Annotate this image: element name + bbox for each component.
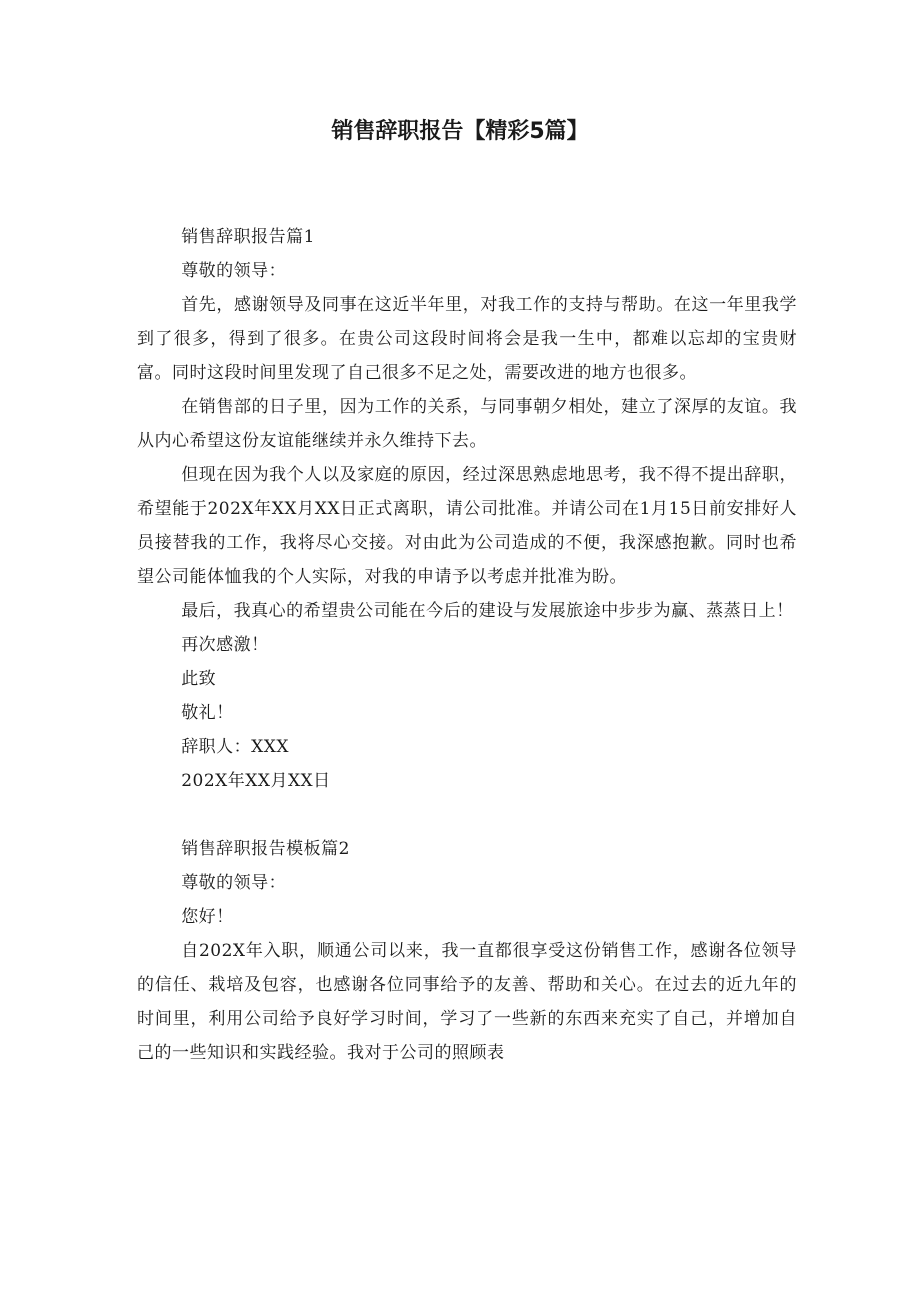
section1-thanks: 再次感激！: [181, 635, 269, 655]
section1-closing-2: 敬礼！: [181, 703, 234, 723]
section1-signer: 辞职人：XXX: [181, 737, 289, 757]
section1-paragraph-3: 但现在因为我个人以及家庭的原因，经过深思熟虑地思考，我不得不提出辞职，希望能于202X年XX月XX日正式离职，请公司批准。并请公司在1月15日前安排好人员接替我的工作，我将尽心交接。对由此为公司造成的不便，我深感抱歉。同时也希望公司能体恤我的个人实际，对我的申请予以考虑并批准为盼。: [137, 465, 797, 587]
section1-paragraph-4: 最后，我真心的希望贵公司能在今后的建设与发展旅途中步步为赢、蒸蒸日上！: [181, 601, 794, 621]
document-body: [137, 220, 797, 1070]
document-title: 销售辞职报告【精彩5篇】: [331, 119, 589, 144]
section2-salutation: 尊敬的领导：: [181, 873, 287, 893]
section1-paragraph-1: 首先，感谢领导及同事在这近半年里，对我工作的支持与帮助。在这一年里我学到了很多，得到了很多。在贵公司这段时间将会是我一生中，都难以忘却的宝贵财富。同时这段时间里发现了自己很多不足之处，需要改进的地方也很多。: [137, 295, 797, 383]
section1-date: 202X年XX月XX日: [181, 771, 331, 791]
section1-closing-1: 此致: [181, 669, 217, 689]
section1-paragraph-2: 在销售部的日子里，因为工作的关系，与同事朝夕相处，建立了深厚的友谊。我从内心希望这份友谊能继续并永久维持下去。: [137, 397, 797, 451]
section2-heading: 销售辞职报告模板篇2: [181, 839, 351, 859]
section1-heading: 销售辞职报告篇1: [181, 227, 316, 247]
section1-salutation: 尊敬的领导：: [181, 261, 287, 281]
section2-paragraph-1: 自202X年入职，顺通公司以来，我一直都很享受这份销售工作，感谢各位领导的信任、栽培及包容，也感谢各位同事给予的友善、帮助和关心。在过去的近九年的时间里，利用公司给予良好学习时间，学习了一些新的东西来充实了自己，并增加自己的一些知识和实践经验。我对于公司的照顾表: [137, 941, 797, 1063]
section2-greeting: 您好！: [181, 907, 234, 927]
